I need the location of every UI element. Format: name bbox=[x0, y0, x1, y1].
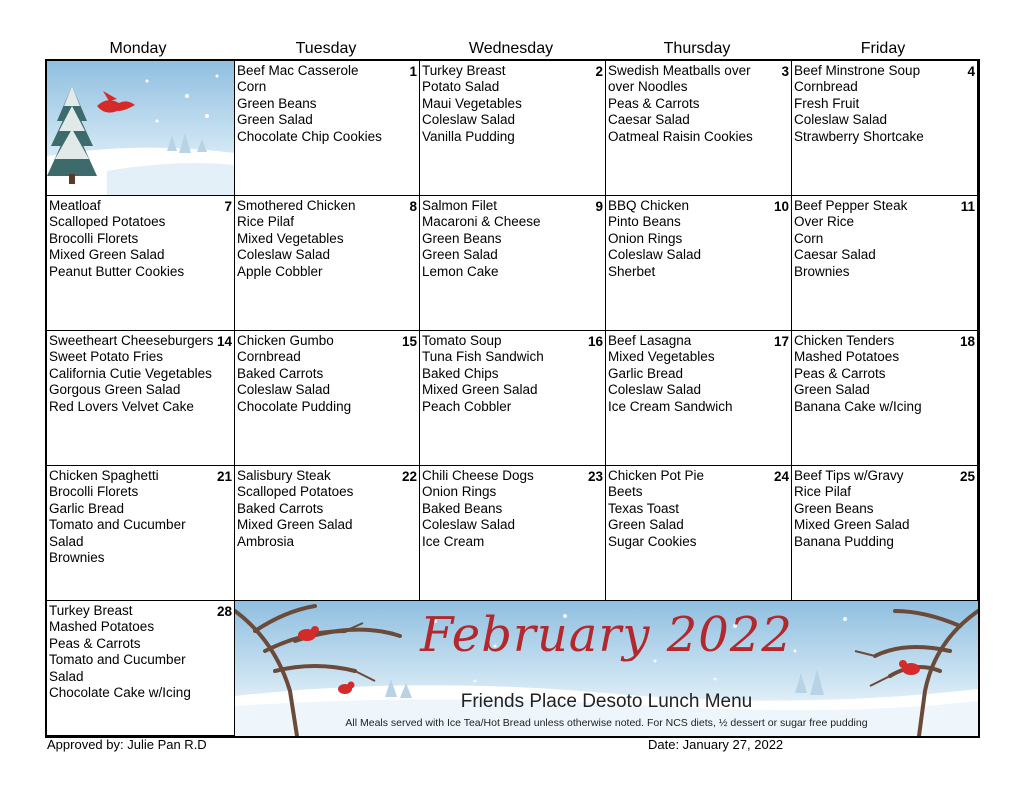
day-number: 2 bbox=[595, 64, 603, 79]
meal-item: Mixed Green Salad bbox=[237, 517, 353, 533]
day-cell-17 bbox=[606, 331, 792, 466]
day-cell-23 bbox=[420, 466, 606, 601]
meal-list bbox=[606, 331, 791, 415]
meal-item: BBQ Chicken bbox=[608, 198, 690, 213]
meal-item: Scalloped Potatoes bbox=[49, 214, 166, 230]
meal-item: Oatmeal Raisin Cookies bbox=[608, 128, 753, 144]
day-cell-8 bbox=[235, 196, 420, 331]
day-cell-28 bbox=[47, 601, 235, 736]
meal-item: Chocolate Cake w/Icing bbox=[49, 685, 191, 701]
meal-item: Texas Toast bbox=[608, 500, 680, 516]
meal-item: Caesar Salad bbox=[608, 112, 690, 128]
meal-item: Coleslaw Salad bbox=[608, 247, 702, 263]
approved-by: Approved by: Julie Pan R.D bbox=[47, 737, 207, 752]
meal-list bbox=[606, 466, 791, 550]
meal-item: Meatloaf bbox=[49, 198, 101, 213]
meal-item: Peas & Carrots bbox=[794, 365, 886, 381]
meal-item: Banana Cake w/Icing bbox=[794, 398, 922, 414]
meal-item: Corn bbox=[794, 230, 824, 246]
day-cell-14 bbox=[47, 331, 235, 466]
meal-item: Garlic Bread bbox=[608, 365, 684, 381]
meal-item: Brocolli Florets bbox=[49, 484, 139, 500]
meal-item: Chocolate Chip Cookies bbox=[237, 128, 382, 144]
meal-item: Cornbread bbox=[794, 79, 858, 95]
banner-subtitle: Friends Place Desoto Lunch Menu bbox=[460, 691, 753, 712]
day-number: 1 bbox=[409, 64, 417, 79]
meal-item: Beef Minstrone Soup bbox=[794, 63, 921, 78]
meal-list bbox=[235, 61, 419, 145]
banner-title: February 2022 bbox=[420, 607, 793, 663]
february-banner bbox=[235, 601, 978, 736]
day-monday: Monday bbox=[109, 40, 167, 57]
meal-item: Brownies bbox=[794, 263, 850, 279]
day-cell-24 bbox=[606, 466, 792, 601]
meal-item: Coleslaw Salad bbox=[237, 382, 331, 398]
meal-list bbox=[792, 466, 977, 550]
meal-item: Rice Pilaf bbox=[237, 214, 295, 230]
day-friday: Friday bbox=[860, 40, 906, 57]
meal-item: Coleslaw Salad bbox=[237, 247, 331, 263]
meal-item: Ice Cream Sandwich bbox=[608, 398, 733, 414]
meal-item: over Noodles bbox=[608, 79, 688, 95]
day-number: 14 bbox=[216, 334, 232, 349]
meal-item: Tuna Fish Sandwich bbox=[422, 349, 544, 365]
day-cell-11 bbox=[792, 196, 978, 331]
meal-item: Salad bbox=[49, 668, 84, 684]
meal-list bbox=[235, 331, 419, 415]
meal-item: Pinto Beans bbox=[608, 214, 681, 230]
day-number: 21 bbox=[216, 469, 232, 484]
meal-item: Green Beans bbox=[237, 95, 317, 111]
meal-list bbox=[792, 331, 977, 415]
winter-cardinal-image bbox=[47, 61, 235, 196]
meal-item: Green Salad bbox=[794, 382, 870, 398]
day-cell-18 bbox=[792, 331, 978, 466]
meal-list bbox=[420, 196, 605, 280]
meal-item: Tomato and Cucumber bbox=[49, 652, 186, 668]
meal-item: Beef Pepper Steak bbox=[794, 198, 908, 213]
menu-calendar-grid bbox=[45, 59, 980, 738]
meal-item: Mixed Green Salad bbox=[422, 382, 538, 398]
meal-item: Mashed Potatoes bbox=[794, 349, 900, 365]
day-number: 23 bbox=[587, 469, 603, 484]
day-number: 10 bbox=[773, 199, 789, 214]
meal-item: Onion Rings bbox=[422, 484, 497, 500]
meal-item: Ambrosia bbox=[237, 533, 295, 549]
meal-list bbox=[420, 466, 605, 550]
day-cell-10 bbox=[606, 196, 792, 331]
day-number: 9 bbox=[595, 199, 603, 214]
meal-item: Chicken Spaghetti bbox=[49, 468, 159, 483]
cardinal-snow-illustration bbox=[47, 61, 235, 196]
meal-item: Mixed Vegetables bbox=[608, 349, 715, 365]
day-number: 24 bbox=[773, 469, 789, 484]
day-number: 16 bbox=[587, 334, 603, 349]
day-cell-7 bbox=[47, 196, 235, 331]
day-cell-4 bbox=[792, 61, 978, 196]
meal-list bbox=[606, 196, 791, 280]
meal-item: Smothered Chicken bbox=[237, 198, 356, 213]
day-thursday: Thursday bbox=[663, 40, 731, 57]
meal-item: Fresh Fruit bbox=[794, 95, 860, 111]
meal-item: Salad bbox=[49, 533, 84, 549]
meal-item: Peanut Butter Cookies bbox=[49, 263, 185, 279]
meal-list bbox=[235, 196, 419, 280]
meal-item: Macaroni & Cheese bbox=[422, 214, 541, 230]
meal-item: Sweet Potato Fries bbox=[49, 349, 164, 365]
meal-item: Coleslaw Salad bbox=[608, 382, 702, 398]
meal-item: Mixed Green Salad bbox=[49, 247, 165, 263]
meal-item: Baked Chips bbox=[422, 365, 499, 381]
day-number: 18 bbox=[959, 334, 975, 349]
meal-item: Beef Mac Casserole bbox=[237, 63, 359, 78]
meal-item: Sherbet bbox=[608, 263, 656, 279]
meal-list bbox=[420, 61, 605, 145]
meal-item: Chicken Gumbo bbox=[237, 333, 334, 348]
meal-item: Rice Pilaf bbox=[794, 484, 852, 500]
meal-item: Tomato and Cucumber bbox=[49, 517, 186, 533]
meal-list bbox=[792, 196, 977, 280]
meal-item: Coleslaw Salad bbox=[422, 112, 516, 128]
day-number: 22 bbox=[401, 469, 417, 484]
meal-list bbox=[420, 331, 605, 415]
weekday-header bbox=[45, 38, 978, 60]
meal-item: Turkey Breast bbox=[49, 603, 133, 618]
day-cell-2 bbox=[420, 61, 606, 196]
meal-item: Corn bbox=[237, 79, 267, 95]
menu-date: Date: January 27, 2022 bbox=[648, 737, 784, 752]
meal-item: Salisbury Steak bbox=[237, 468, 331, 483]
day-number: 15 bbox=[401, 334, 417, 349]
day-cell-22 bbox=[235, 466, 420, 601]
meal-item: Banana Pudding bbox=[794, 533, 894, 549]
day-cell-9 bbox=[420, 196, 606, 331]
meal-item: California Cutie Vegetables bbox=[49, 365, 212, 381]
meal-item: Green Salad bbox=[237, 112, 313, 128]
meal-item: Mixed Vegetables bbox=[237, 230, 344, 246]
day-cell-21 bbox=[47, 466, 235, 601]
meal-item: Coleslaw Salad bbox=[422, 517, 516, 533]
meal-item: Cornbread bbox=[237, 349, 301, 365]
meal-item: Garlic Bread bbox=[49, 500, 125, 516]
meal-item: Mixed Green Salad bbox=[794, 517, 910, 533]
meal-item: Ice Cream bbox=[422, 533, 485, 549]
meal-item: Baked Carrots bbox=[237, 365, 324, 381]
meal-item: Green Salad bbox=[422, 247, 498, 263]
banner-note: All Meals served with Ice Tea/Hot Bread unless otherwise noted. For NCS diets, ½ dessert or sugar free pudding bbox=[345, 717, 868, 729]
day-cell-3 bbox=[606, 61, 792, 196]
meal-item: Apple Cobbler bbox=[237, 263, 323, 279]
day-cell-16 bbox=[420, 331, 606, 466]
day-tuesday: Tuesday bbox=[295, 40, 357, 57]
meal-item: Over Rice bbox=[794, 214, 855, 230]
meal-item: Beef Tips w/Gravy bbox=[794, 468, 904, 483]
meal-item: Sugar Cookies bbox=[608, 533, 697, 549]
meal-item: Tomato Soup bbox=[422, 333, 502, 348]
meal-item: Sweetheart Cheeseburgers bbox=[49, 333, 214, 348]
meal-item: Peach Cobbler bbox=[422, 398, 512, 414]
meal-item: Chicken Tenders bbox=[794, 333, 895, 348]
meal-item: Potato Salad bbox=[422, 79, 500, 95]
day-number: 28 bbox=[216, 604, 232, 619]
meal-list bbox=[47, 466, 234, 566]
meal-item: Chicken Pot Pie bbox=[608, 468, 705, 483]
meal-item: Beef Lasagna bbox=[608, 333, 692, 348]
meal-item: Beets bbox=[608, 484, 643, 500]
day-wednesday: Wednesday bbox=[468, 40, 554, 57]
meal-item: Brownies bbox=[49, 550, 105, 566]
meal-item: Strawberry Shortcake bbox=[794, 128, 924, 144]
meal-item: Salmon Filet bbox=[422, 198, 498, 213]
meal-item: Scalloped Potatoes bbox=[237, 484, 354, 500]
day-cell-15 bbox=[235, 331, 420, 466]
day-cell-25 bbox=[792, 466, 978, 601]
meal-item: Chili Cheese Dogs bbox=[422, 468, 534, 483]
day-number: 8 bbox=[409, 199, 417, 214]
meal-item: Caesar Salad bbox=[794, 247, 876, 263]
meal-list bbox=[47, 196, 234, 280]
meal-list bbox=[47, 331, 234, 415]
day-number: 11 bbox=[960, 199, 975, 214]
meal-item: Vanilla Pudding bbox=[422, 128, 515, 144]
meal-item: Coleslaw Salad bbox=[794, 112, 888, 128]
meal-item: Baked Beans bbox=[422, 500, 503, 516]
meal-item: Maui Vegetables bbox=[422, 95, 522, 111]
meal-item: Mashed Potatoes bbox=[49, 619, 155, 635]
day-number: 4 bbox=[967, 64, 975, 79]
day-number: 25 bbox=[959, 469, 975, 484]
meal-item: Red Lovers Velvet Cake bbox=[49, 398, 194, 414]
meal-list bbox=[606, 61, 791, 145]
meal-item: Green Beans bbox=[422, 230, 502, 246]
day-cell-1 bbox=[235, 61, 420, 196]
meal-list bbox=[792, 61, 977, 145]
meal-item: Baked Carrots bbox=[237, 500, 324, 516]
meal-item: Swedish Meatballs over bbox=[608, 63, 751, 78]
meal-item: Onion Rings bbox=[608, 230, 683, 246]
meal-item: Lemon Cake bbox=[422, 263, 499, 279]
meal-item: Gorgous Green Salad bbox=[49, 382, 181, 398]
day-number: 17 bbox=[773, 334, 789, 349]
meal-item: Brocolli Florets bbox=[49, 230, 139, 246]
meal-list bbox=[235, 466, 419, 550]
day-number: 7 bbox=[224, 199, 232, 214]
meal-item: Peas & Carrots bbox=[49, 635, 141, 651]
meal-item: Turkey Breast bbox=[422, 63, 506, 78]
meal-item: Chocolate Pudding bbox=[237, 398, 352, 414]
meal-item: Green Beans bbox=[794, 500, 874, 516]
meal-item: Peas & Carrots bbox=[608, 95, 700, 111]
day-number: 3 bbox=[781, 64, 789, 79]
meal-list bbox=[47, 601, 234, 701]
meal-item: Green Salad bbox=[608, 517, 684, 533]
